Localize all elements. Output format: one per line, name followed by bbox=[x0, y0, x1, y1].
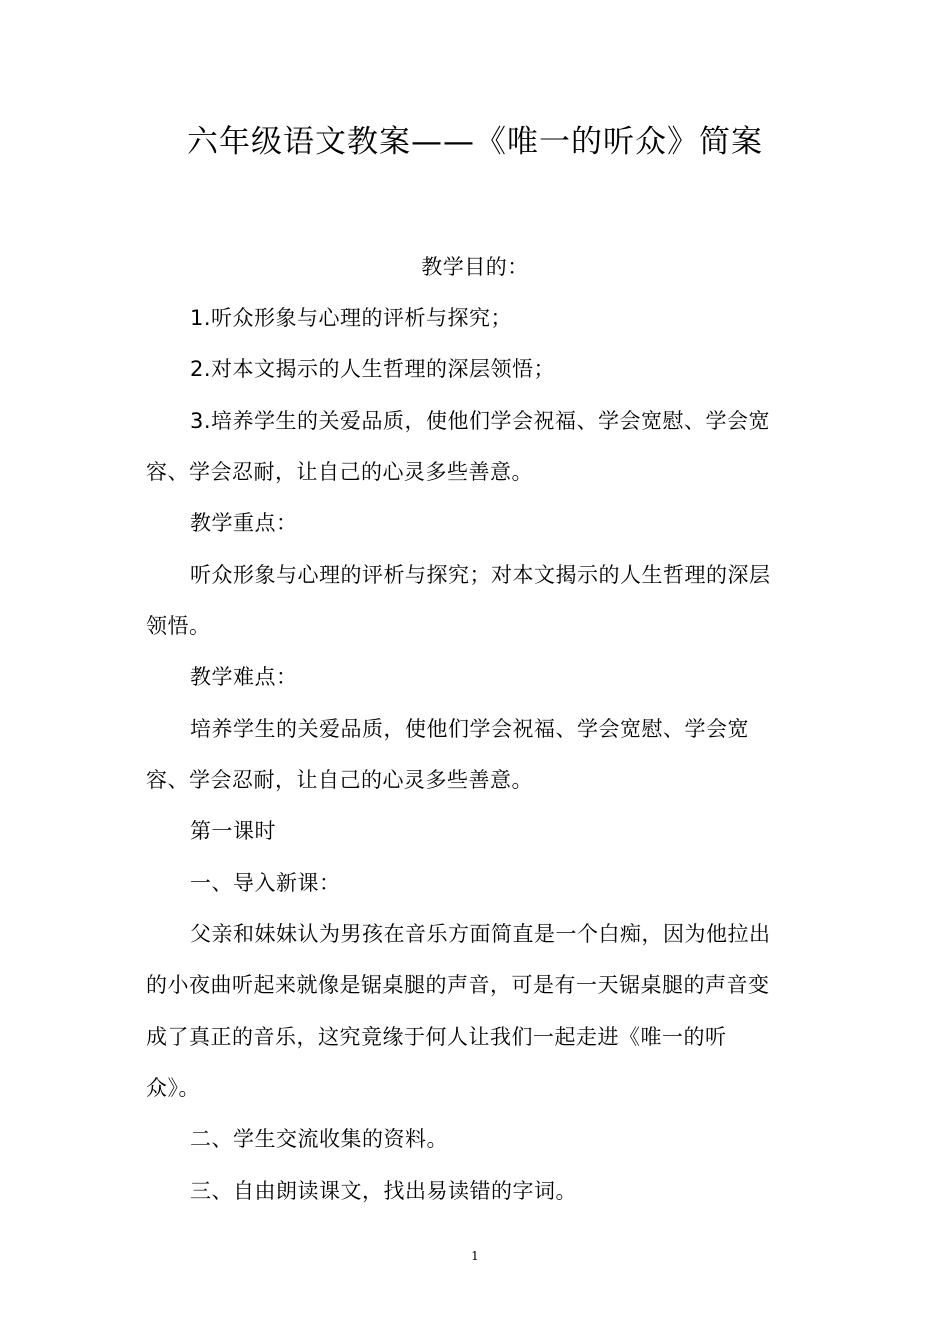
intro-paragraph-line-4: 众》。 bbox=[146, 1076, 200, 1100]
lesson-period-heading: 第一课时 bbox=[190, 819, 276, 843]
difficulties-line-1: 培养学生的关爱品质，使他们学会祝福、学会宽慰、学会宽 bbox=[190, 717, 749, 741]
difficulties-line-2: 容、学会忍耐，让自己的心灵多些善意。 bbox=[146, 768, 533, 792]
document-title: 六年级语文教案——《唯一的听众》简案 bbox=[187, 124, 763, 160]
page-number: 1 bbox=[471, 1249, 479, 1263]
intro-paragraph-line-2: 的小夜曲听起来就像是锯桌腿的声音，可是有一天锯桌腿的声音变 bbox=[146, 973, 770, 997]
objective-1: 1.听众形象与心理的评析与探究； bbox=[190, 306, 513, 330]
objective-3-line-1: 3.培养学生的关爱品质，使他们学会祝福、学会宽慰、学会宽 bbox=[190, 409, 771, 433]
objective-2: 2.对本文揭示的人生哲理的深层领悟； bbox=[190, 357, 556, 381]
intro-paragraph-line-3: 成了真正的音乐，这究竟缘于何人让我们一起走进《唯一的听 bbox=[146, 1025, 727, 1049]
section-heading-key-points: 教学重点： bbox=[190, 511, 298, 535]
step-2-heading: 二、学生交流收集的资料。 bbox=[190, 1127, 448, 1151]
objective-3-line-2: 容、学会忍耐，让自己的心灵多些善意。 bbox=[146, 460, 533, 484]
step-3-heading: 三、自由朗读课文，找出易读错的字词。 bbox=[190, 1179, 577, 1203]
intro-paragraph-line-1: 父亲和妹妹认为男孩在音乐方面简直是一个白痴，因为他拉出 bbox=[190, 922, 771, 946]
section-heading-objectives: 教学目的： bbox=[421, 255, 529, 279]
key-points-line-1: 听众形象与心理的评析与探究；对本文揭示的人生哲理的深层 bbox=[190, 563, 771, 587]
section-heading-difficulties: 教学难点： bbox=[190, 665, 298, 689]
step-1-heading: 一、导入新课： bbox=[190, 871, 341, 895]
key-points-line-2: 领悟。 bbox=[146, 614, 211, 638]
